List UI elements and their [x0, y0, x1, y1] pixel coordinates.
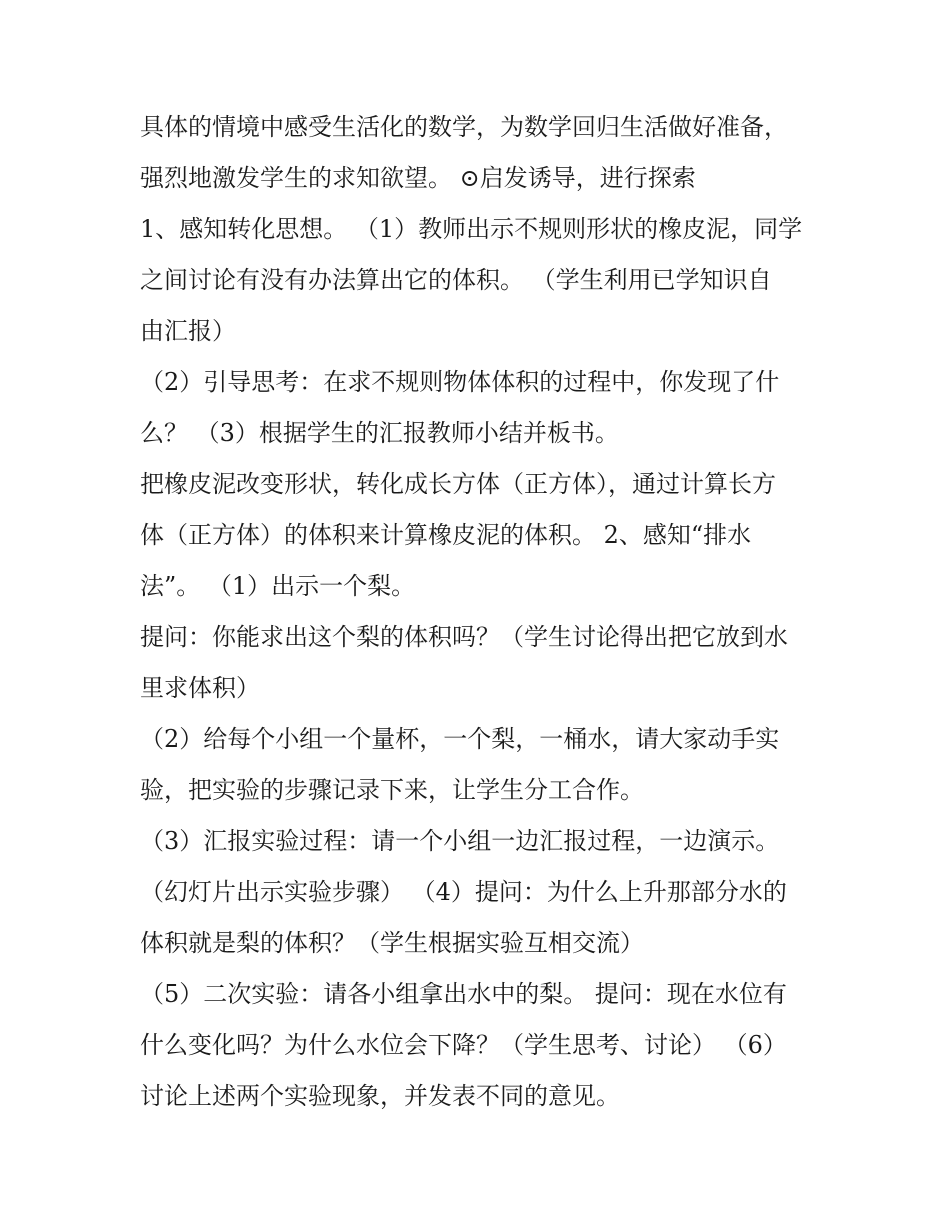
text-line: （3）汇报实验过程：请一个小组一边汇报过程，一边演示。	[140, 827, 780, 855]
text-line: 验，把实验的步骤记录下来，让学生分工合作。	[140, 776, 644, 804]
text-line: 体积就是梨的体积？（学生根据实验互相交流）	[140, 929, 644, 957]
text-line: 提问：你能求出这个梨的体积吗？（学生讨论得出把它放到水	[140, 623, 788, 651]
text-line: 强烈地激发学生的求知欲望。 ⊙启发诱导，进行探索	[140, 164, 696, 192]
text-line: （幻灯片出示实验步骤） （4）提问：为什么上升那部分水的	[140, 878, 787, 906]
text-line: （2）给每个小组一个量杯，一个梨，一桶水，请大家动手实	[140, 725, 780, 753]
text-line: 体（正方体）的体积来计算橡皮泥的体积。 2、感知“排水	[140, 521, 752, 549]
text-line: 1、感知转化思想。 （1）教师出示不规则形状的橡皮泥，同学	[140, 215, 803, 243]
body-text	[140, 102, 830, 1122]
text-line: 么？ （3）根据学生的汇报教师小结并板书。	[140, 419, 619, 447]
text-line: （2）引导思考：在求不规则物体体积的过程中，你发现了什	[140, 368, 780, 396]
text-line: 把橡皮泥改变形状，转化成长方体（正方体），通过计算长方	[140, 470, 776, 498]
text-line: 由汇报）	[140, 317, 236, 345]
text-line: 什么变化吗？为什么水位会下降？（学生思考、讨论） （6）	[140, 1031, 787, 1059]
text-line: 之间讨论有没有办法算出它的体积。 （学生利用已学知识自	[140, 266, 772, 294]
text-line: 讨论上述两个实验现象，并发表不同的意见。	[140, 1082, 620, 1110]
text-line: 具体的情境中感受生活化的数学，为数学回归生活做好准备，	[140, 113, 788, 141]
text-line: （5）二次实验：请各小组拿出水中的梨。 提问：现在水位有	[140, 980, 787, 1008]
text-line: 法”。 （1）出示一个梨。	[140, 572, 416, 600]
text-line: 里求体积）	[140, 674, 260, 702]
